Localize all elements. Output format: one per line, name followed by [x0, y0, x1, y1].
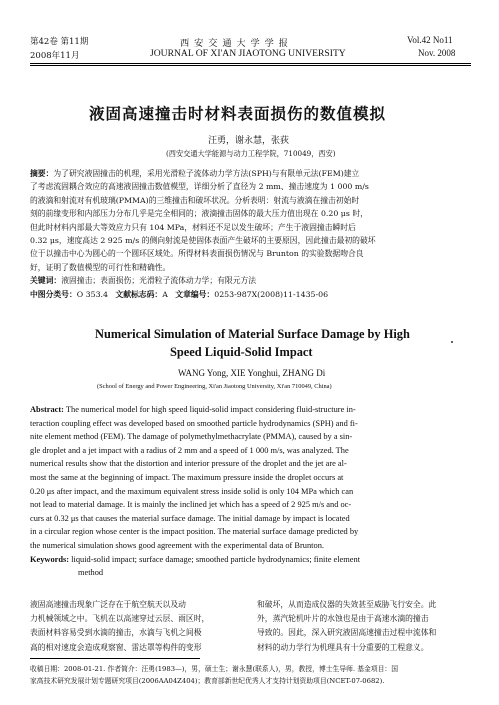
clc-label: 中图分类号：: [30, 289, 77, 299]
body-line: 液固高速撞击现象广泛存在于航空航天以及动: [30, 600, 186, 609]
abstract-en-line: curs at 0.32 μs that causes the material surface damage. The initial damage by impact is located: [30, 513, 350, 523]
body-column-right: [257, 598, 472, 655]
abstract-en-line: numerical results show that the distortion and interior pressure of the droplet and the jet are al-: [30, 459, 347, 469]
article-id-label: 文章编号：: [175, 289, 215, 299]
body-line: 表面材料容易受到水滴的撞击，水滴与飞机之间极: [30, 628, 202, 638]
stray-dot: [451, 341, 453, 343]
clc-value: O 353.4: [76, 289, 108, 299]
body-line: 外，蒸汽轮机叶片的水蚀也是由于高速水滴的撞击: [257, 614, 429, 624]
abstract-en-line: 0.20 μs after impact, and the maximum equivalent stress inside solid is only 104 MPa which can: [30, 486, 354, 496]
footnote-line: 收稿日期：2008-01-21. 作者简介：汪勇(1983—)，男，硕士生；谢永慧(联系人)，男，教授，博士生导师. 基金项目：国: [30, 665, 398, 673]
paper-title-cn: 液固高速撞击时材料表面损伤的数值模拟: [89, 105, 387, 123]
authors-en: WANG Yong, XIE Yonghui, ZHANG Di: [178, 368, 326, 378]
abstract-en-line: The numerical model for high speed liquid-solid impact considering fluid-structure in-: [65, 405, 356, 414]
abstract-en-line: most the same at the beginning of impact. The maximum pressure inside the droplet occurs at: [30, 472, 344, 482]
abstract-en-line: gle droplet and a jet impact with a radius of 2 mm and a speed of 1 000 m/s, was analyzed. The: [30, 445, 349, 455]
keywords-en-line1: liquid-solid impact; surface damage; smoothed particle hydrodynamics; finite element: [71, 554, 361, 564]
keywords-cn: [30, 274, 376, 287]
abstract-en-line: teraction coupling effect was developed based on smoothed particle hydrodynamics (SPH) and fi-: [30, 418, 358, 428]
abstract-cn-line: 了考虑流固耦合效应的高速液固撞击数值模型，详细分析了直径为 2 mm、撞击速度为 1 000 m/s: [30, 182, 369, 192]
footnote-rule: [30, 658, 200, 659]
abstract-cn-line: 但此时材料内部最大等效应力只有 104 MPa，材料还不足以发生破坏；产生于液固撞击瞬时后: [30, 222, 356, 232]
body-column-left: [30, 598, 245, 655]
affiliation-en: (School of Energy and Power Engineering, Xi'an Jiaotong University, Xi'an 710049, China): [97, 383, 332, 390]
abstract-cn: [30, 167, 376, 301]
doc-code-value: A: [162, 289, 168, 299]
authors-cn: 汪勇，谢永慧，张荻: [208, 136, 290, 146]
keywords-text-cn: 液固撞击；表面损伤；光滑粒子流体动力学；有限元方法: [61, 276, 257, 286]
volume-issue-cn: 第42卷 第11期: [30, 37, 89, 47]
header-rule-bottom: [30, 65, 471, 66]
journal-name-cn: 西 安 交 通 大 学 学 报: [180, 38, 289, 49]
keywords-label-en: Keywords:: [30, 554, 70, 564]
affiliation-cn: (西安交通大学能源与动力工程学院，710049，西安): [166, 149, 336, 158]
abstract-cn-line: 为了研究液固撞击的机理，采用光滑粒子流体动力学方法(SPH)与有限单元法(FEM)建立: [53, 169, 360, 178]
doc-code-label: 文献标志码：: [115, 289, 163, 299]
abstract-en-line: in a circular region whose center is the impact position. The material surface damage predicted by: [30, 527, 359, 537]
article-id-value: 0253-987X(2008)11-1435-06: [214, 289, 329, 299]
abstract-en-line: not lead to material damage. It is mainly the inclined jet which has a speed of 2 925 m/s and oc-: [30, 500, 352, 510]
abstract-en-line: the numerical simulation shows good agreement with the experimental data of Brunton.: [30, 540, 324, 550]
abstract-label-cn: 摘要：: [30, 169, 54, 178]
abstract-label-en: Abstract:: [30, 405, 64, 414]
body-line: 力机械领域之中。飞机在以高速穿过云层、雨区时，: [30, 614, 210, 624]
footnote-line: 家高技术研究发展计划专题研究项目(2006AA04Z404)；教育部新世纪优秀人才支持计划资助项目(NCET-07-0682).: [30, 676, 385, 685]
keywords-en: [30, 553, 360, 567]
body-line: 导致的。因此，深入研究液固高速撞击过程中流体和: [257, 628, 437, 638]
abstract-cn-line: 0.32 μs，速度高达 2 925 m/s 的侧向射流是使固体表面产生破坏的主要原因，因此撞击最初的破坏: [30, 236, 376, 246]
header-rule-top: [30, 63, 471, 64]
keywords-label-cn: 关键词：: [30, 276, 62, 286]
paper-title-en-line1: Numerical Simulation of Material Surface Damage by High: [95, 327, 410, 341]
abstract-en-line: nite element method (FEM). The damage of polymethylmethacrylate (PMMA), caused by a sin-: [30, 432, 353, 442]
volume-issue-en: Vol.42 No11: [407, 35, 453, 45]
abstract-cn-line: 刻的前缘变形和内部压力分布几乎是完全相同的；液滴撞击固体的最大压力值出现在 0.20 μs 时，: [30, 209, 368, 219]
date-cn: 2008年11月: [30, 51, 80, 61]
body-line: 高的相对速度会造成观察窗、雷达罩等构件的变形: [30, 642, 202, 652]
body-line: 和破坏，从而造成仪器的失效甚至威胁飞行安全。此: [257, 600, 437, 609]
classification-cn: [30, 288, 376, 301]
date-en: Nov. 2008: [418, 48, 456, 58]
abstract-cn-line: 位于以撞击中心为圆心的一个圆环区域处。所得材料表面损伤情况与 Brunton 的实验数据吻合良: [30, 249, 364, 259]
keywords-en-line2: method: [78, 568, 104, 578]
body-line: 材料的动力学行为机理具有十分重要的工程意义。: [257, 642, 429, 652]
footnote: [30, 664, 398, 687]
abstract-cn-line: 好，证明了数值模型的可行性和精确性。: [30, 262, 171, 272]
abstract-cn-line: 的液滴和射流对有机玻璃(PMMA)的三维撞击和破坏状况。分析表明：射流与液滴在撞击初始时: [30, 195, 360, 205]
paper-title-en-line2: Speed Liquid-Solid Impact: [170, 345, 313, 359]
abstract-en: [30, 403, 360, 580]
journal-name-en: JOURNAL OF XI'AN JIAOTONG UNIVERSITY: [150, 48, 346, 59]
